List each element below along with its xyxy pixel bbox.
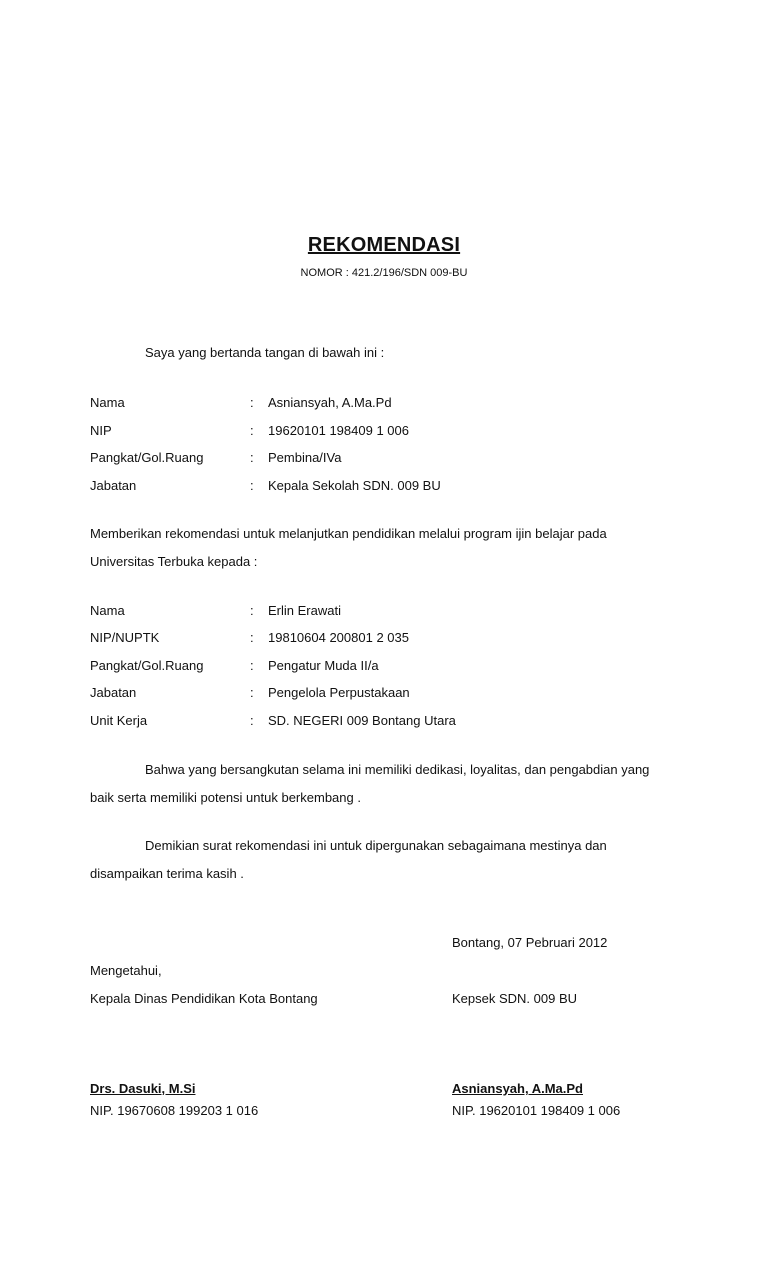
document-title: REKOMENDASI <box>307 234 461 256</box>
recipient-position-value: Pengelola Perpustakaan <box>268 685 410 700</box>
signer-rank-label: Pangkat/Gol.Ruang <box>90 450 204 465</box>
recipient-unit-value: SD. NEGERI 009 Bontang Utara <box>268 713 456 728</box>
colon: : <box>250 423 254 438</box>
intro-text: Saya yang bertanda tangan di bawah ini : <box>145 345 385 360</box>
dedication-line-1: Bahwa yang bersangkutan selama ini memiliki dedikasi, loyalitas, dan pengabdian yang <box>145 762 650 777</box>
place-date: Bontang, 07 Pebruari 2012 <box>452 935 608 950</box>
closing-line-1: Demikian surat rekomendasi ini untuk dipergunakan sebagaimana mestinya dan <box>145 838 607 853</box>
colon: : <box>250 630 254 645</box>
left-signer-role: Kepala Dinas Pendidikan Kota Bontang <box>90 991 318 1006</box>
colon: : <box>250 478 254 493</box>
recipient-rank-value: Pengatur Muda II/a <box>268 658 379 673</box>
right-signer-name: Asniansyah, A.Ma.Pd <box>452 1081 583 1096</box>
signer-nip-value: 19620101 198409 1 006 <box>268 423 409 438</box>
dedication-line-2: baik serta memiliki potensi untuk berkembang . <box>90 790 361 805</box>
statement-line-1: Memberikan rekomendasi untuk melanjutkan pendidikan melalui program ijin belajar pada <box>90 526 607 541</box>
acknowledged-label: Mengetahui, <box>90 963 162 978</box>
recipient-name-label: Nama <box>90 603 125 618</box>
signer-name-value: Asniansyah, A.Ma.Pd <box>268 395 392 410</box>
recipient-nip-value: 19810604 200801 2 035 <box>268 630 409 645</box>
signer-rank-value: Pembina/IVa <box>268 450 342 465</box>
colon: : <box>250 685 254 700</box>
signer-nip-label: NIP <box>90 423 112 438</box>
colon: : <box>250 603 254 618</box>
document-number: NOMOR : 421.2/196/SDN 009-BU <box>300 267 468 279</box>
right-signer-role: Kepsek SDN. 009 BU <box>452 991 578 1006</box>
signer-position-label: Jabatan <box>90 478 137 493</box>
recipient-unit-label: Unit Kerja <box>90 713 148 728</box>
colon: : <box>250 658 254 673</box>
recipient-position-label: Jabatan <box>90 685 137 700</box>
signer-name-label: Nama <box>90 395 125 410</box>
recipient-rank-label: Pangkat/Gol.Ruang <box>90 658 204 673</box>
left-signer-nip: NIP. 19670608 199203 1 016 <box>90 1103 259 1118</box>
colon: : <box>250 450 254 465</box>
right-signer-nip: NIP. 19620101 198409 1 006 <box>452 1103 621 1118</box>
statement-line-2: Universitas Terbuka kepada : <box>90 554 258 569</box>
colon: : <box>250 713 254 728</box>
closing-line-2: disampaikan terima kasih . <box>90 866 244 881</box>
left-signer-name: Drs. Dasuki, M.Si <box>90 1081 196 1096</box>
colon: : <box>250 395 254 410</box>
recipient-name-value: Erlin Erawati <box>268 603 341 618</box>
signer-position-value: Kepala Sekolah SDN. 009 BU <box>268 478 441 493</box>
recipient-nip-label: NIP/NUPTK <box>90 630 160 645</box>
